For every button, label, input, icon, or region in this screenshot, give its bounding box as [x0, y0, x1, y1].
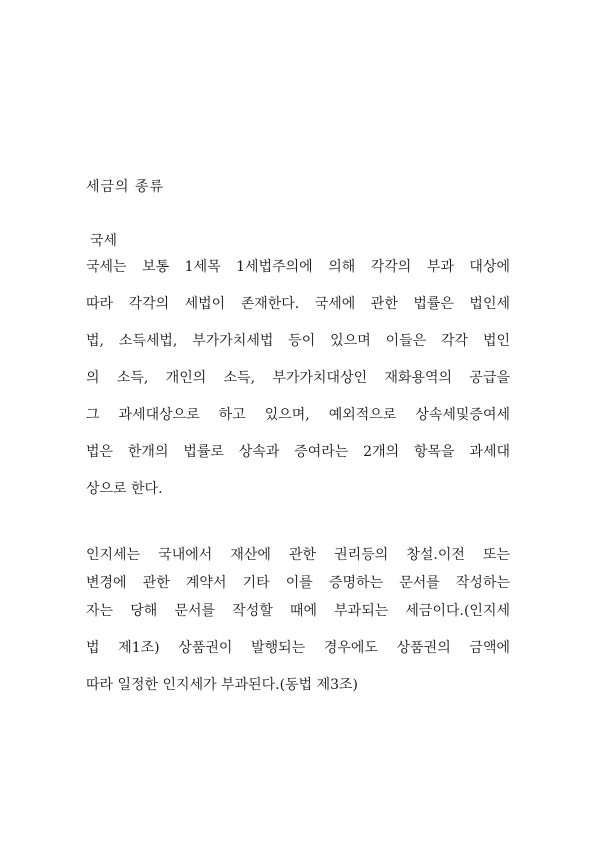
paragraph-line: 변경에 관한 계약서 기타 이를 증명하는 문서를 작성하는: [86, 575, 510, 591]
paragraph-line: 인지세는 국내에서 재산에 관한 권리등의 창설.이전 또는: [86, 547, 510, 563]
paragraph-line: 자는 당해 문서를 작성할 때에 부과되는 세금이다.(인지세: [86, 603, 510, 619]
paragraph-line: 따라 각각의 세법이 존재한다. 국세에 관한 법률은 법인세: [86, 296, 510, 312]
paragraph-line: 법은 한개의 법률로 상속과 증여라는 2개의 항목을 과세대: [86, 444, 510, 460]
paragraph-line: 상으로 한다.: [86, 481, 163, 497]
paragraph-national-tax: [86, 255, 510, 514]
paragraph-line: 법, 소득세법, 부가가치세법 등이 있으며 이들은 각각 법인: [86, 333, 510, 349]
section-title: 국세: [90, 233, 118, 249]
paragraph-line: 의 소득, 개인의 소득, 부가가치대상인 재화용역의 공급을: [86, 370, 510, 386]
page-title: 세금의 종류: [86, 179, 165, 195]
paragraph-line: 따라 일정한 인지세가 부과된다.(동법 제3조): [86, 677, 358, 693]
paragraph-stamp-tax: [86, 543, 510, 701]
paragraph-line: 그 과세대상으로 하고 있으며, 예외적으로 상속세및증여세: [86, 407, 510, 423]
paragraph-line: 법 제1조) 상품권이 발행되는 경우에도 상품권의 금액에: [86, 640, 510, 656]
paragraph-line: 국세는 보통 1세목 1세법주의에 의해 각각의 부과 대상에: [86, 259, 510, 275]
